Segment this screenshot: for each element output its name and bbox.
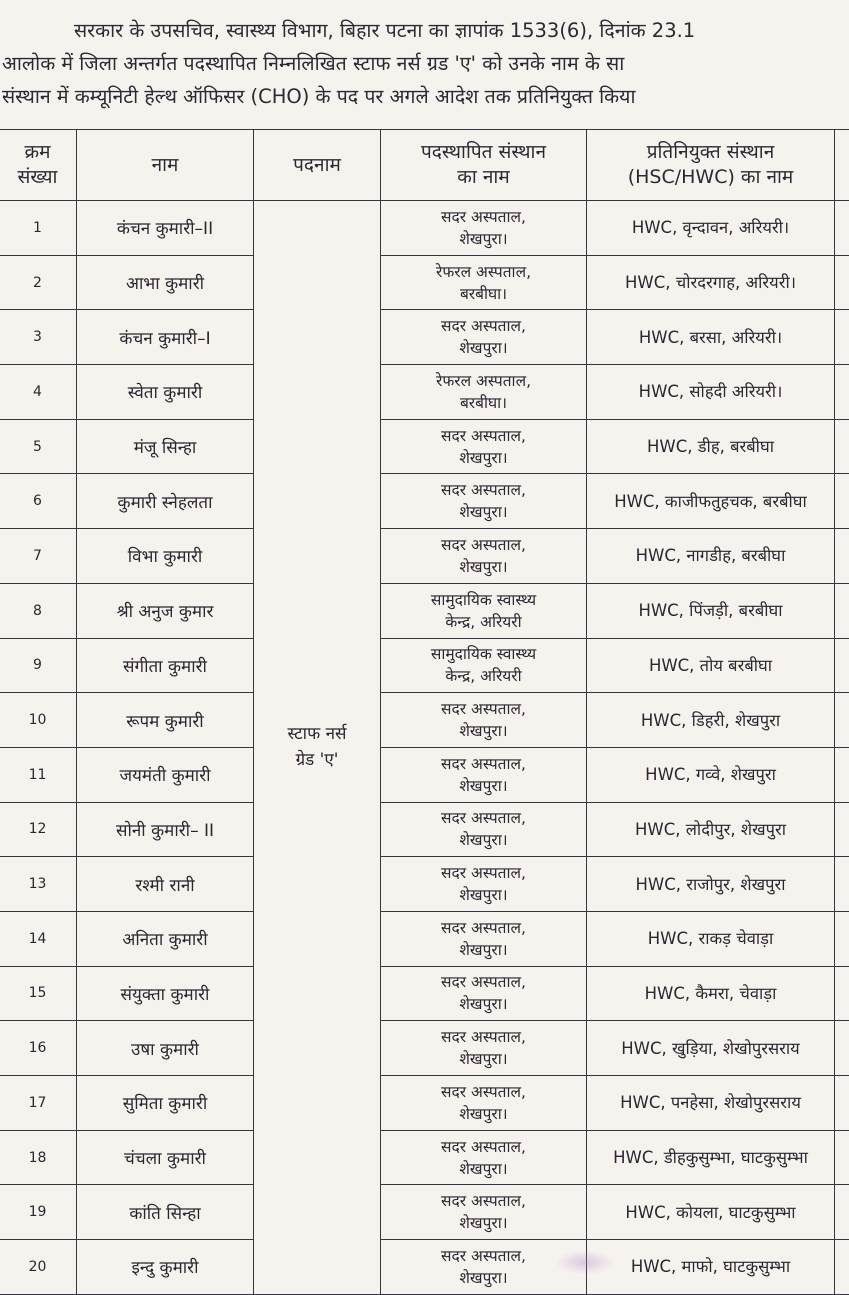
serial-number-cell: 8	[0, 583, 77, 638]
posted-institution-cell	[381, 255, 587, 310]
deputed-institution-cell: HWC, पनहेसा, शेखोपुरसराय	[587, 1076, 835, 1131]
posted-institution-cell	[381, 365, 587, 420]
serial-number-cell: 14	[0, 911, 77, 966]
posted-institution-line-2: केन्द्र, अरियरी	[381, 611, 586, 633]
cut-off-cell	[835, 638, 849, 693]
cut-off-cell	[835, 419, 849, 474]
posted-institution-line-1: सदर अस्पताल,	[381, 698, 586, 720]
header-serial-line1: क्रम	[0, 140, 76, 165]
cut-off-cell	[835, 1240, 849, 1295]
posted-institution-cell	[381, 529, 587, 584]
header-name: नाम	[77, 130, 254, 201]
header-posted-institution	[381, 130, 587, 201]
cut-off-cell	[835, 529, 849, 584]
deputed-institution-cell: HWC, काजीफतुहचक, बरबीघा	[587, 474, 835, 529]
deputation-table	[0, 129, 849, 1295]
table-row	[0, 1021, 849, 1076]
table-row	[0, 693, 849, 748]
designation-line-2: ग्रेड 'ए'	[254, 747, 380, 773]
table-row	[0, 255, 849, 310]
posted-institution-cell	[381, 201, 587, 256]
posted-institution-cell	[381, 419, 587, 474]
intro-line-2: आलोक में जिला अन्तर्गत पदस्थापित निम्नलिखित स्टाफ नर्स ग्रड 'ए' को उनके नाम के सा	[0, 47, 849, 80]
posted-institution-line-1: सदर अस्पताल,	[381, 315, 586, 337]
table-row	[0, 583, 849, 638]
posted-institution-line-2: केन्द्र, अरियरी	[381, 665, 586, 687]
header-deputed-line2: (HSC/HWC) का नाम	[587, 165, 834, 190]
cut-off-cell	[835, 747, 849, 802]
ink-stain	[555, 1250, 615, 1275]
name-cell: कुमारी स्नेहलता	[77, 474, 254, 529]
posted-institution-line-2: शेखपुरा।	[381, 775, 586, 797]
posted-institution-line-1: सदर अस्पताल,	[381, 862, 586, 884]
posted-institution-cell	[381, 747, 587, 802]
name-cell: सोनी कुमारी– II	[77, 802, 254, 857]
deputed-institution-cell: HWC, सोहदी अरियरी।	[587, 365, 835, 420]
name-cell: विभा कुमारी	[77, 529, 254, 584]
posted-institution-line-1: सदर अस्पताल,	[381, 534, 586, 556]
deputed-institution-cell: HWC, बरसा, अरियरी।	[587, 310, 835, 365]
cut-off-cell	[835, 255, 849, 310]
deputed-institution-cell: HWC, राजोपुर, शेखपुरा	[587, 857, 835, 912]
posted-institution-line-1: सदर अस्पताल,	[381, 1081, 586, 1103]
deputed-institution-cell: HWC, तोय बरबीघा	[587, 638, 835, 693]
posted-institution-line-1: सदर अस्पताल,	[381, 425, 586, 447]
serial-number-cell: 20	[0, 1240, 77, 1295]
cut-off-cell	[835, 1076, 849, 1131]
posted-institution-line-2: शेखपुरा।	[381, 337, 586, 359]
cut-off-cell	[835, 693, 849, 748]
posted-institution-line-1: सदर अस्पताल,	[381, 1136, 586, 1158]
cut-off-cell	[835, 310, 849, 365]
posted-institution-cell	[381, 583, 587, 638]
name-cell: संयुक्ता कुमारी	[77, 966, 254, 1021]
posted-institution-line-2: शेखपुरा।	[381, 993, 586, 1015]
cut-off-cell	[835, 857, 849, 912]
serial-number-cell: 7	[0, 529, 77, 584]
posted-institution-cell	[381, 1185, 587, 1240]
serial-number-cell: 18	[0, 1130, 77, 1185]
name-cell: रश्मी रानी	[77, 857, 254, 912]
cut-off-cell	[835, 966, 849, 1021]
posted-institution-line-1: सामुदायिक स्वास्थ्य	[381, 589, 586, 611]
cut-off-cell	[835, 474, 849, 529]
deputed-institution-cell: HWC, चोरदरगाह, अरियरी।	[587, 255, 835, 310]
cut-off-cell	[835, 583, 849, 638]
designation-cell	[254, 201, 381, 1295]
deputed-institution-cell: HWC, कोयला, घाटकुसुम्भा	[587, 1185, 835, 1240]
serial-number-cell: 15	[0, 966, 77, 1021]
serial-number-cell: 9	[0, 638, 77, 693]
posted-institution-line-2: शेखपुरा।	[381, 447, 586, 469]
deputed-institution-cell: HWC, डिहरी, शेखपुरा	[587, 693, 835, 748]
table-body	[0, 201, 849, 1295]
name-cell: रूपम कुमारी	[77, 693, 254, 748]
posted-institution-cell	[381, 911, 587, 966]
serial-number-cell: 5	[0, 419, 77, 474]
serial-number-cell: 10	[0, 693, 77, 748]
posted-institution-line-2: शेखपुरा।	[381, 884, 586, 906]
posted-institution-line-1: रेफरल अस्पताल,	[381, 261, 586, 283]
name-cell: चंचला कुमारी	[77, 1130, 254, 1185]
header-cut-off	[835, 130, 849, 201]
name-cell: कंचन कुमारी–I	[77, 310, 254, 365]
posted-institution-line-2: शेखपुरा।	[381, 1103, 586, 1125]
deputed-institution-cell: HWC, कैमरा, चेवाड़ा	[587, 966, 835, 1021]
table-row	[0, 638, 849, 693]
posted-institution-line-1: सदर अस्पताल,	[381, 206, 586, 228]
deputed-institution-cell: HWC, वृन्दावन, अरियरी।	[587, 201, 835, 256]
deputed-institution-cell: HWC, खुड़िया, शेखोपुरसराय	[587, 1021, 835, 1076]
name-cell: इन्दु कुमारी	[77, 1240, 254, 1295]
deputed-institution-cell: HWC, नागडीह, बरबीघा	[587, 529, 835, 584]
serial-number-cell: 19	[0, 1185, 77, 1240]
deputed-institution-cell: HWC, पिंजड़ी, बरबीघा	[587, 583, 835, 638]
table-row	[0, 966, 849, 1021]
name-cell: मंजू सिन्हा	[77, 419, 254, 474]
table-header-row	[0, 130, 849, 201]
posted-institution-line-2: शेखपुरा।	[381, 501, 586, 523]
cut-off-cell	[835, 1185, 849, 1240]
name-cell: अनिता कुमारी	[77, 911, 254, 966]
posted-institution-line-2: बरबीघा।	[381, 283, 586, 305]
header-designation: पदनाम	[254, 130, 381, 201]
posted-institution-line-1: सदर अस्पताल,	[381, 753, 586, 775]
posted-institution-line-1: सदर अस्पताल,	[381, 917, 586, 939]
cut-off-cell	[835, 201, 849, 256]
posted-institution-line-1: सदर अस्पताल,	[381, 807, 586, 829]
posted-institution-line-2: बरबीघा।	[381, 392, 586, 414]
posted-institution-cell	[381, 693, 587, 748]
deputed-institution-cell: HWC, डीहकुसुम्भा, घाटकुसुम्भा	[587, 1130, 835, 1185]
table-row	[0, 310, 849, 365]
posted-institution-cell	[381, 1021, 587, 1076]
posted-institution-line-2: शेखपुरा।	[381, 720, 586, 742]
posted-institution-line-2: शेखपुरा।	[381, 228, 586, 250]
name-cell: श्री अनुज कुमार	[77, 583, 254, 638]
serial-number-cell: 11	[0, 747, 77, 802]
posted-institution-cell	[381, 310, 587, 365]
serial-number-cell: 3	[0, 310, 77, 365]
name-cell: आभा कुमारी	[77, 255, 254, 310]
header-serial-line2: संख्या	[0, 165, 76, 190]
posted-institution-line-2: शेखपुरा।	[381, 556, 586, 578]
table-row	[0, 1076, 849, 1131]
deputed-institution-cell: HWC, गव्वे, शेखपुरा	[587, 747, 835, 802]
header-deputed-line1: प्रतिनियुक्त संस्थान	[587, 140, 834, 165]
posted-institution-line-2: शेखपुरा।	[381, 1212, 586, 1234]
posted-institution-cell	[381, 857, 587, 912]
serial-number-cell: 16	[0, 1021, 77, 1076]
header-posted-line1: पदस्थापित संस्थान	[381, 140, 586, 165]
name-cell: कांति सिन्हा	[77, 1185, 254, 1240]
serial-number-cell: 2	[0, 255, 77, 310]
table-row	[0, 802, 849, 857]
serial-number-cell: 13	[0, 857, 77, 912]
name-cell: उषा कुमारी	[77, 1021, 254, 1076]
serial-number-cell: 17	[0, 1076, 77, 1131]
table-row	[0, 911, 849, 966]
table-row	[0, 857, 849, 912]
cut-off-cell	[835, 1130, 849, 1185]
header-serial	[0, 130, 77, 201]
designation-line-1: स्टाफ नर्स	[254, 721, 380, 747]
name-cell: स्वेता कुमारी	[77, 365, 254, 420]
posted-institution-line-2: शेखपुरा।	[381, 1158, 586, 1180]
posted-institution-cell	[381, 474, 587, 529]
deputed-institution-cell: HWC, राकड़ चेवाड़ा	[587, 911, 835, 966]
intro-paragraph	[0, 14, 849, 113]
cut-off-cell	[835, 1021, 849, 1076]
header-deputed-institution	[587, 130, 835, 201]
serial-number-cell: 1	[0, 201, 77, 256]
name-cell: संगीता कुमारी	[77, 638, 254, 693]
posted-institution-cell	[381, 638, 587, 693]
serial-number-cell: 4	[0, 365, 77, 420]
deputed-institution-cell: HWC, माफो, घाटकुसुम्भा	[587, 1240, 835, 1295]
posted-institution-cell	[381, 1076, 587, 1131]
name-cell: सुमिता कुमारी	[77, 1076, 254, 1131]
header-posted-line2: का नाम	[381, 165, 586, 190]
posted-institution-line-2: शेखपुरा।	[381, 939, 586, 961]
posted-institution-line-1: रेफरल अस्पताल,	[381, 370, 586, 392]
deputed-institution-cell: HWC, लोदीपुर, शेखपुरा	[587, 802, 835, 857]
posted-institution-cell	[381, 966, 587, 1021]
cut-off-cell	[835, 911, 849, 966]
posted-institution-line-2: शेखपुरा।	[381, 829, 586, 851]
posted-institution-line-1: सदर अस्पताल,	[381, 1190, 586, 1212]
serial-number-cell: 6	[0, 474, 77, 529]
serial-number-cell: 12	[0, 802, 77, 857]
cut-off-cell	[835, 802, 849, 857]
table-row	[0, 529, 849, 584]
name-cell: जयमंती कुमारी	[77, 747, 254, 802]
table-row	[0, 747, 849, 802]
posted-institution-line-1: सदर अस्पताल,	[381, 479, 586, 501]
posted-institution-line-2: शेखपुरा।	[381, 1048, 586, 1070]
posted-institution-line-1: सदर अस्पताल,	[381, 1245, 586, 1267]
table-row	[0, 201, 849, 256]
deputed-institution-cell: HWC, डीह, बरबीघा	[587, 419, 835, 474]
posted-institution-cell	[381, 1130, 587, 1185]
posted-institution-line-2: शेखपुरा।	[381, 1267, 586, 1289]
table-row	[0, 1130, 849, 1185]
name-cell: कंचन कुमारी–II	[77, 201, 254, 256]
cut-off-cell	[835, 365, 849, 420]
posted-institution-line-1: सामुदायिक स्वास्थ्य	[381, 643, 586, 665]
intro-line-3: संस्थान में कम्यूनिटी हेल्थ ऑफिसर (CHO) के पद पर अगले आदेश तक प्रतिनियुक्त किया	[0, 80, 849, 113]
posted-institution-line-1: सदर अस्पताल,	[381, 1026, 586, 1048]
table-row	[0, 474, 849, 529]
table-row	[0, 1185, 849, 1240]
posted-institution-line-1: सदर अस्पताल,	[381, 971, 586, 993]
intro-line-1: सरकार के उपसचिव, स्वास्थ्य विभाग, बिहार पटना का ज्ञापांक 1533(6), दिनांक 23.1	[0, 14, 849, 47]
posted-institution-cell	[381, 802, 587, 857]
table-row	[0, 1240, 849, 1295]
table-row	[0, 419, 849, 474]
table-row	[0, 365, 849, 420]
